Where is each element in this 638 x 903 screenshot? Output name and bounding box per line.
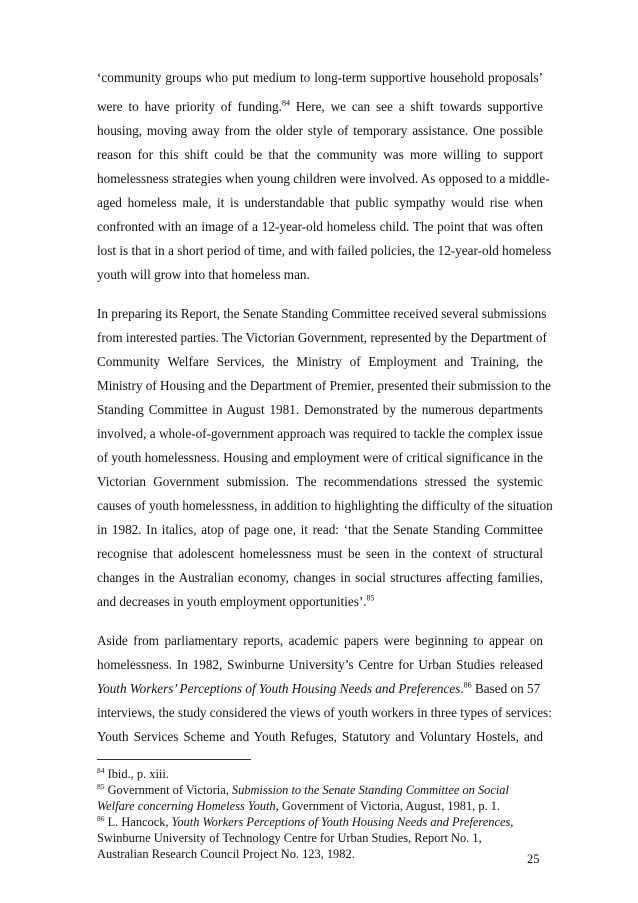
text-line: changes in the Australian economy, changes in social structures affecting families, xyxy=(97,570,543,585)
footnote-84: $^{84}$ Ibid., p. xiii. xyxy=(97,765,169,781)
footnote-85: $^{85}$ Government of Victoria, Submission to the Senate Standing Committee on Social xyxy=(97,781,509,797)
text-line: aged homeless male, it is understandable that public sympathy would rise when xyxy=(97,195,543,210)
footnote-number: 84 xyxy=(97,765,105,775)
text-line: lost is that in a short period of time, and with failed policies, the 12-year-old homeless xyxy=(97,243,552,258)
footnote-number: 86 xyxy=(97,813,105,823)
footnote-86-line-2: Swinburne University of Technology Centre for Urban Studies, Report No. 1, xyxy=(97,831,482,845)
text-line: causes of youth homelessness, in addition to highlighting the difficulty of the situation xyxy=(97,498,553,513)
footnote-ref-84[interactable]: 84 xyxy=(281,98,290,108)
page-number: 25 xyxy=(527,852,540,866)
text-line: interviews, the study considered the views of youth workers in three types of services: xyxy=(97,705,552,720)
text-line: from interested parties. The Victorian Government, represented by the Department of xyxy=(97,330,547,345)
text-line: In preparing its Report, the Senate Standing Committee received several submissions xyxy=(97,306,547,321)
footnote-divider xyxy=(97,759,251,760)
text-line: housing, moving away from the older style of temporary assistance. One possible xyxy=(97,123,543,138)
footnote-ref-85[interactable]: 85 xyxy=(366,593,375,603)
text-line: Youth Workers’ Perceptions of Youth Housing Needs and Preferences.$^{86}$ Based on 57 xyxy=(97,680,541,696)
footnote-number: 85 xyxy=(97,781,105,791)
text-line: ‘community groups who put medium to long-term supportive household proposals’ xyxy=(97,70,543,85)
footnote-86: $^{86}$ L. Hancock, Youth Workers Perceptions of Youth Housing Needs and Preferences, xyxy=(97,813,514,829)
text-line: involved, a whole-of-government approach was required to tackle the complex issue xyxy=(97,426,543,441)
text-line: Standing Committee in August 1981. Demonstrated by the numerous departments xyxy=(97,402,543,417)
footnote-ref-86[interactable]: 86 xyxy=(463,680,472,690)
text-line: Community Welfare Services, the Ministry of Employment and Training, the xyxy=(97,354,543,369)
footnote-85-line-2: Welfare concerning Homeless Youth, Government of Victoria, August, 1981, p. 1. xyxy=(97,799,501,813)
text-line: reason for this shift could be that the community was more willing to support xyxy=(97,147,543,162)
text-line: confronted with an image of a 12-year-old homeless child. The point that was often xyxy=(97,219,543,234)
text-line: recognise that adolescent homelessness must be seen in the context of structural xyxy=(97,546,543,561)
report-title: Youth Workers’ Perceptions of Youth Housing Needs and Preferences xyxy=(97,681,461,696)
text-line: homelessness strategies when young children were involved. As opposed to a middle- xyxy=(97,171,550,186)
text-line: Ministry of Housing and the Department of Premier, presented their submission to the xyxy=(97,378,551,393)
text-line: of youth homelessness. Housing and employment were of critical significance in the xyxy=(97,450,543,465)
text-line: in 1982. In italics, atop of page one, it read: ‘that the Senate Standing Committee xyxy=(97,522,543,537)
footnote-86-line-3: Australian Research Council Project No. 123, 1982. xyxy=(97,847,355,861)
text-line: homelessness. In 1982, Swinburne University’s Centre for Urban Studies released xyxy=(97,657,543,672)
text-line: were to have priority of funding.$^{84}$ Here, we can see a shift towards supportive xyxy=(97,98,543,114)
text-line: and decreases in youth employment opportunities’.$^{85}$ xyxy=(97,593,375,609)
text-line: Youth Services Scheme and Youth Refuges, Statutory and Voluntary Hostels, and xyxy=(97,729,543,744)
text-line: Aside from parliamentary reports, academic papers were beginning to appear on xyxy=(97,633,543,648)
text-line: youth will grow into that homeless man. xyxy=(97,267,310,282)
text-line: Victorian Government submission. The recommendations stressed the systemic xyxy=(97,474,543,489)
